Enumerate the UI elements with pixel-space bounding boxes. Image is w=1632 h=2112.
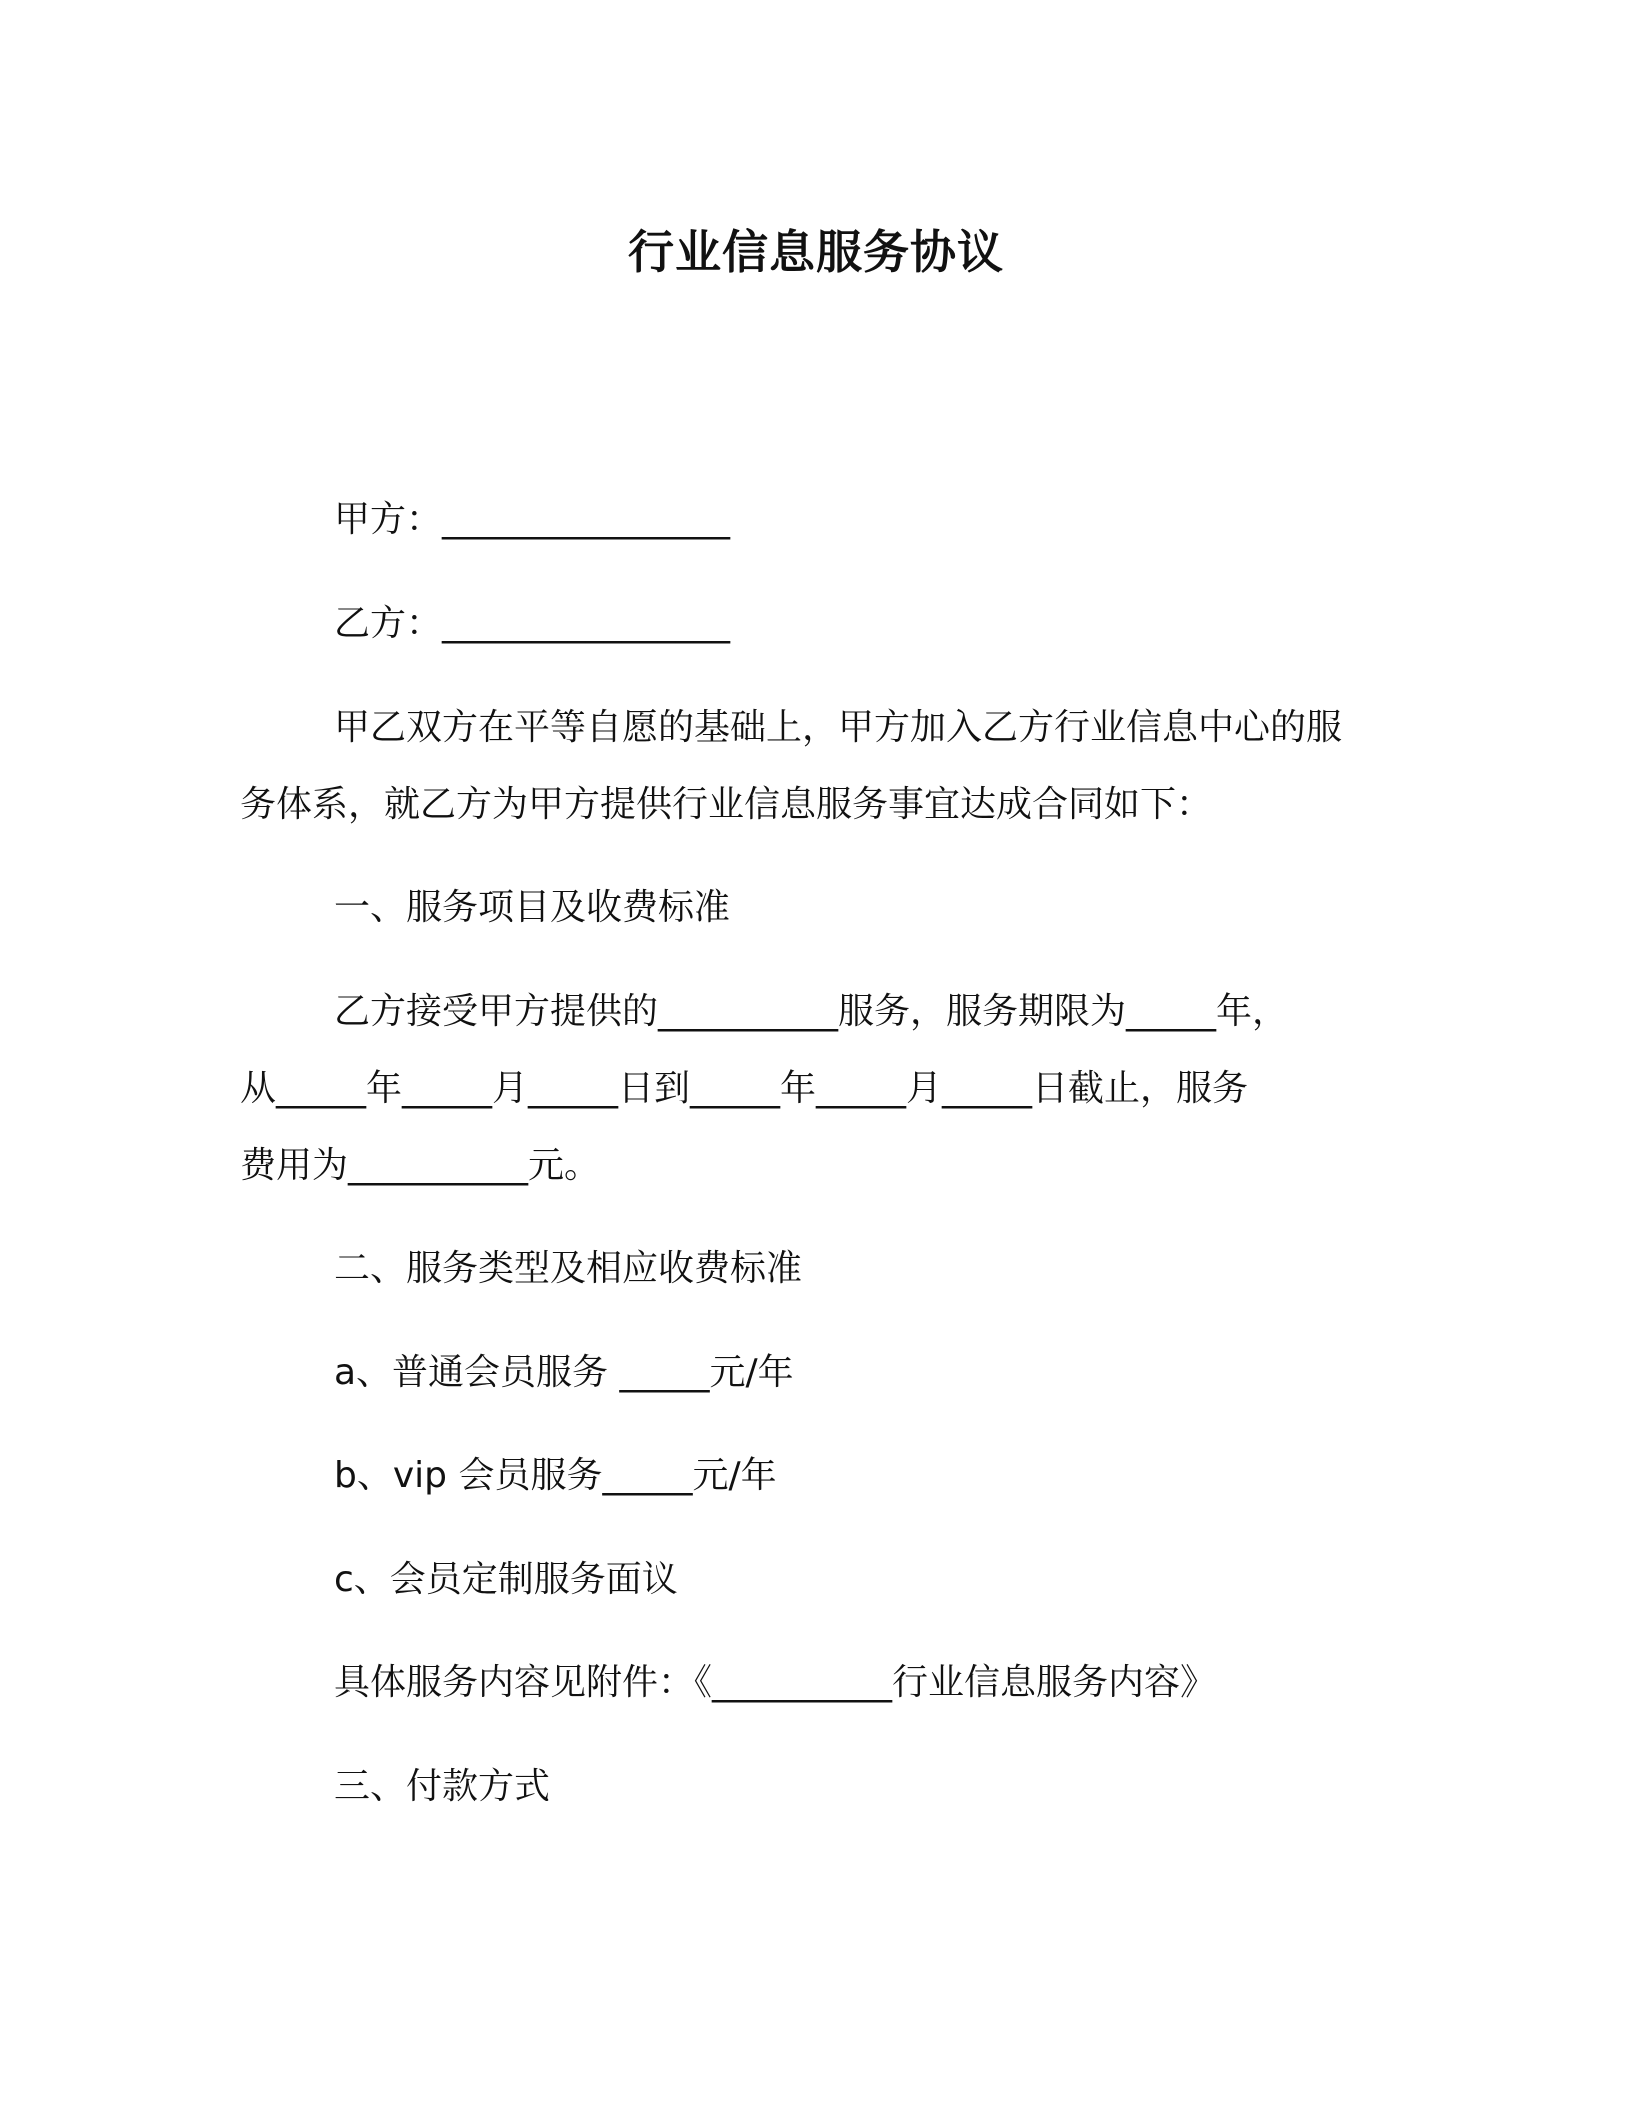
section-3-heading: 三、付款方式 <box>334 1766 551 1807</box>
intro-paragraph-line-1: 甲乙双方在平等自愿的基础上，甲方加入乙方行业信息中心的服 <box>334 707 1343 748</box>
service-item-a: a、普通会员服务 _____元/年 <box>334 1352 794 1393</box>
section-2-heading: 二、服务类型及相应收费标准 <box>334 1248 803 1289</box>
party-b-line: 乙方：________________ <box>334 603 731 644</box>
attachment-line: 具体服务内容见附件：《__________行业信息服务内容》 <box>334 1662 1217 1703</box>
section-1-heading: 一、服务项目及收费标准 <box>334 887 731 928</box>
intro-paragraph-line-2: 务体系，就乙方为甲方提供行业信息服务事宜达成合同如下： <box>240 784 1213 825</box>
party-a-line: 甲方：________________ <box>334 499 731 540</box>
service-item-b: b、vip 会员服务_____元/年 <box>334 1455 777 1496</box>
section-1-line-1: 乙方接受甲方提供的__________服务，服务期限为_____年， <box>334 991 1289 1032</box>
document-title: 行业信息服务协议 <box>628 225 1004 279</box>
section-1-line-3: 费用为__________元。 <box>240 1145 601 1186</box>
section-1-line-2: 从_____年_____月_____日到_____年_____月_____日截止，服务 <box>240 1068 1249 1109</box>
service-item-c: c、会员定制服务面议 <box>334 1559 678 1600</box>
